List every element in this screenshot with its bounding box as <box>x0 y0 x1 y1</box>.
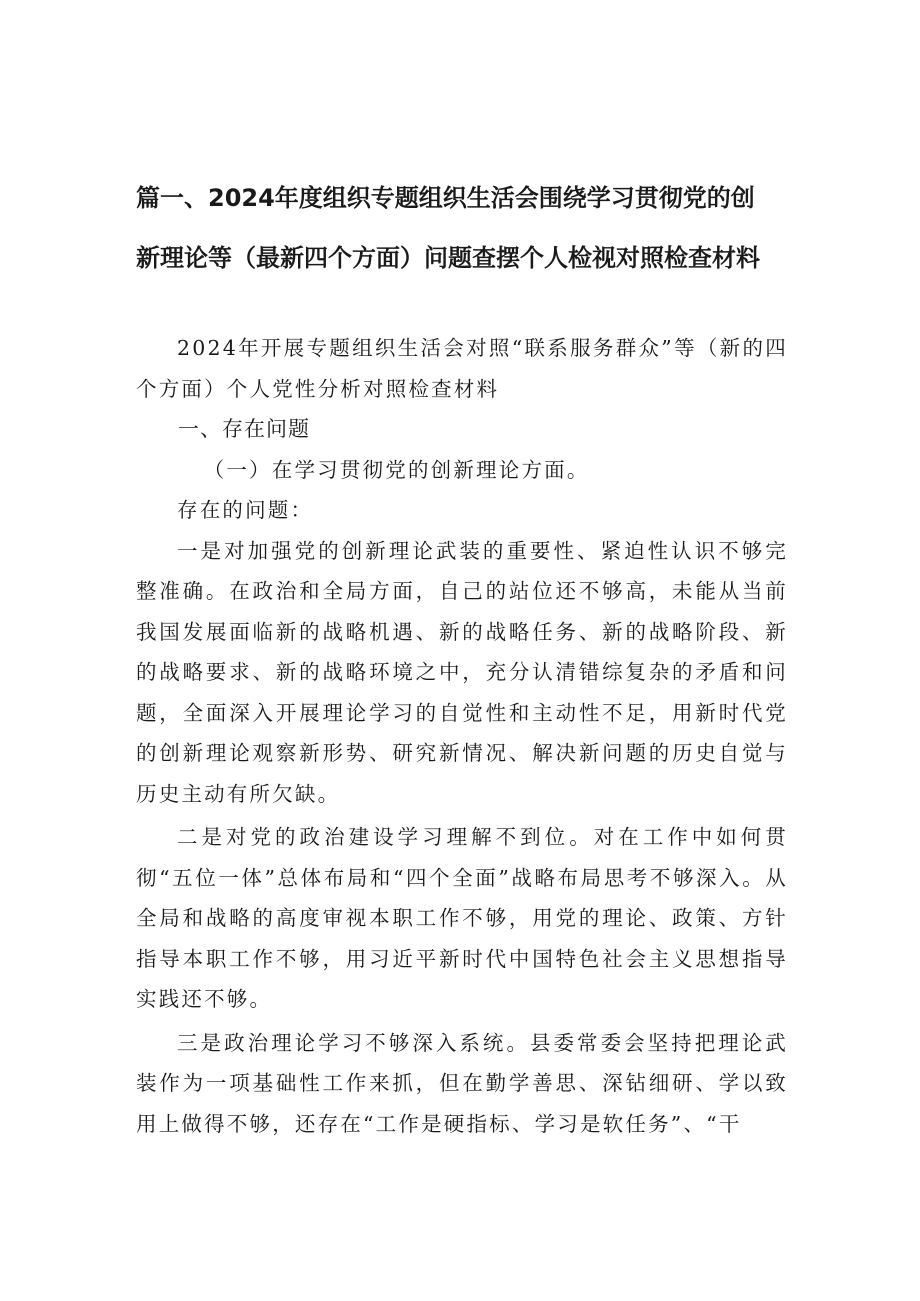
subsection-heading-theory-study: （一）在学习贯彻党的创新理论方面。 <box>203 457 590 482</box>
document-title-line-1: 篇一、2024年度组织专题组织生活会围绕学习贯彻党的创 <box>136 184 755 212</box>
problems-label: 存在的问题： <box>177 498 314 522</box>
paragraph-2: 二是对党的政治建设学习理解不到位。对在工作中如何贯彻“五位一体”总体布局和“四个全面”战略布局思考不够深入。从全局和战略的高度审视本职工作不够，用党的理论、政策、方针指导本职工作不够，用习近平新时代中国特色社会主义思想指导实践还不够。 <box>136 825 788 1011</box>
document-subtitle: 2024年开展专题组织生活会对照“联系服务群众”等（新的四个方面）个人党性分析对照检查材料 <box>136 336 788 401</box>
document-title <box>136 168 796 288</box>
section-heading-problems: 一、存在问题 <box>178 417 310 441</box>
document-title-line-2: 新理论等（最新四个方面）问题查摆个人检视对照检查材料 <box>136 244 760 272</box>
document-body <box>136 328 788 1144</box>
paragraph-3: 三是政治理论学习不够深入系统。县委常委会坚持把理论武装作为一项基础性工作来抓，但在勤学善思、深钻细研、学以致用上做得不够，还存在“工作是硬指标、学习是软任务”、“干 <box>136 1030 788 1136</box>
paragraph-1: 一是对加强党的创新理论武装的重要性、紧迫性认识不够完整准确。在政治和全局方面，自己的站位还不够高，未能从当前我国发展面临新的战略机遇、新的战略任务、新的战略阶段、新的战略要求、新的战略环境之中，充分认清错综复杂的矛盾和问题，全面深入开展理论学习的自觉性和主动性不足，用新时代党的创新理论观察新形势、研究新情况、解决新问题的历史自觉与历史主动有所欠缺。 <box>136 538 788 806</box>
